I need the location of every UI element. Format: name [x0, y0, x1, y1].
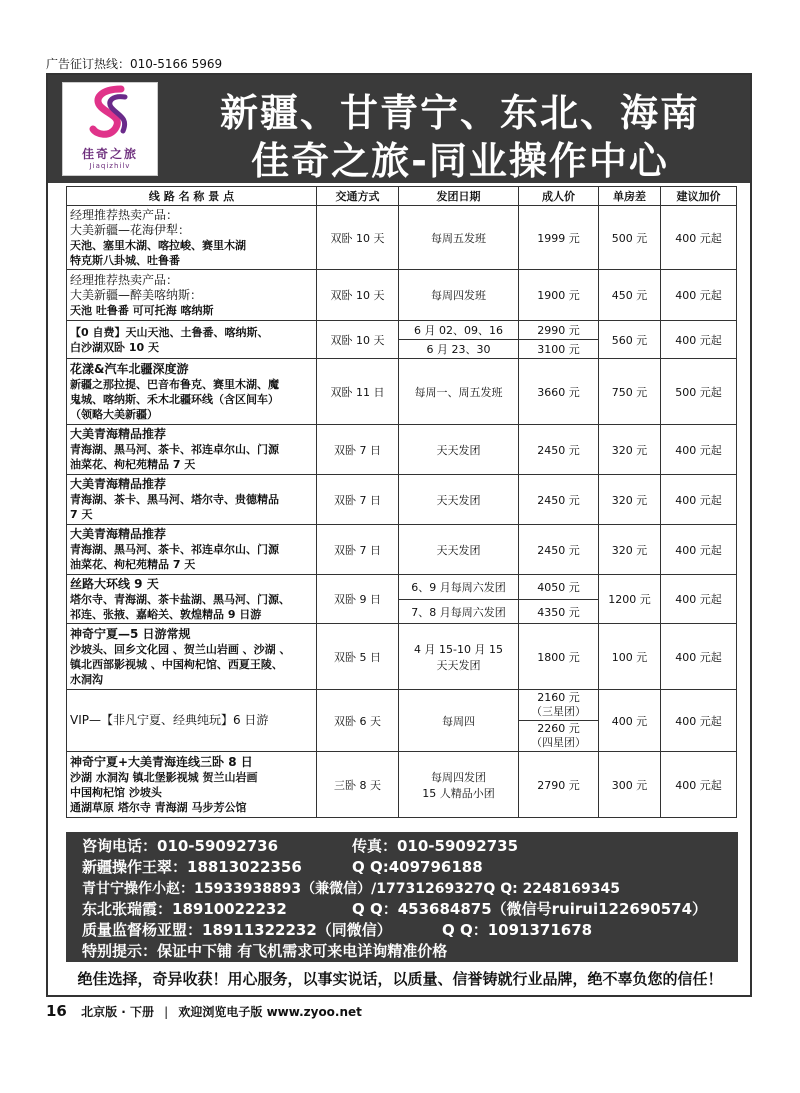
header-title-regions: 新疆、甘青宁、东北、海南 — [219, 91, 700, 135]
col-route: 线 路 名 称 景 点 — [67, 187, 317, 206]
brand-logo — [62, 82, 158, 176]
gansu-contact: 青甘宁操作小赵：15933938893（兼微信）/17731269327Q Q: 2248169345 — [82, 881, 620, 897]
route-cell — [67, 575, 317, 624]
route-line: 祁连、张掖、嘉峪关、敦煌精品 9 日游 — [70, 607, 262, 621]
route-line: 油菜花、枸杞苑精品 7 天 — [70, 458, 196, 471]
route-line: 大美青海精品推荐 — [70, 527, 167, 541]
table-header-row — [67, 187, 737, 206]
route-line: 青海湖、黑马河、茶卡、祁连卓尔山、门源 — [70, 443, 279, 456]
markup-cell: 400 元起 — [661, 690, 737, 752]
markup-cell: 400 元起 — [661, 270, 737, 321]
website-text: 欢迎浏览电子版 www.zyoo.net — [178, 1005, 362, 1019]
date-cell: 7、8 月每周六发团 — [399, 600, 519, 624]
route-line: 镇北西部影视城 、中国枸杞馆、西夏王陵、 — [70, 657, 283, 671]
table-row — [67, 270, 737, 321]
route-line: 【0 自费】天山天池、土鲁番、喀纳斯、 — [70, 325, 269, 339]
price-cell: 2790 元 — [519, 752, 599, 818]
route-line: 白沙湖双卧 10 天 — [70, 340, 159, 354]
date-cell: 4 月 15-10 月 15 天天发团 — [399, 624, 519, 690]
dongbei-qq: Q Q：453684875（微信号ruirui122690574） — [352, 900, 708, 918]
date-cell: 6、9 月每周六发团 — [399, 575, 519, 600]
phone-number: 咨询电话：010-59092736 — [82, 837, 279, 855]
transport-cell: 三卧 8 天 — [317, 752, 399, 818]
date-cell: 每周四发班 — [399, 270, 519, 321]
transport-cell: 双卧 10 天 — [317, 321, 399, 359]
single-cell: 1200 元 — [599, 575, 661, 624]
transport-cell: 双卧 5 日 — [317, 624, 399, 690]
price-cell: 3100 元 — [519, 340, 599, 359]
contact-row — [82, 836, 722, 857]
xinjiang-contact: 新疆操作王翠：18813022356 — [82, 858, 302, 876]
quality-contact: 质量监督杨亚盟：18911322232（同微信） — [82, 921, 392, 939]
table-row — [67, 525, 737, 575]
fax-number: 传真：010-59092735 — [352, 837, 519, 855]
col-single: 单房差 — [599, 187, 661, 206]
price-cell: 4050 元 — [519, 575, 599, 600]
route-line: 青海湖、茶卡、黑马河、塔尔寺、贵德精品 — [70, 493, 279, 506]
edition-label: 北京版 · 下册 — [81, 1005, 154, 1019]
logo-text: 佳奇之旅 — [81, 147, 138, 161]
route-cell — [67, 624, 317, 690]
table-row — [67, 475, 737, 525]
quality-qq: Q Q：1091371678 — [442, 921, 593, 939]
date-cell: 每周五发班 — [399, 206, 519, 270]
price-cell: 1999 元 — [519, 206, 599, 270]
single-cell: 750 元 — [599, 359, 661, 425]
price-cell: 2160 元 （三星团） — [519, 690, 599, 721]
markup-cell: 400 元起 — [661, 475, 737, 525]
markup-cell: 400 元起 — [661, 321, 737, 359]
markup-cell: 400 元起 — [661, 425, 737, 475]
markup-cell: 500 元起 — [661, 359, 737, 425]
route-cell — [67, 270, 317, 321]
price-cell: 2990 元 — [519, 321, 599, 340]
route-line: 青海湖、黑马河、茶卡、祁连卓尔山、门源 — [70, 543, 279, 556]
date-cell: 每周一、周五发班 — [399, 359, 519, 425]
route-line: 天池、塞里木湖、喀拉峻、赛里木湖 — [70, 238, 246, 252]
date-cell: 每周四 — [399, 690, 519, 752]
slogan: 绝佳选择，奇异收获！用心服务，以事实说话，以质量、信誉铸就行业品牌，绝不辜负您的信任！ — [77, 970, 723, 988]
route-cell — [67, 321, 317, 359]
markup-cell: 400 元起 — [661, 624, 737, 690]
logo-subtext: Jiaqizhilv — [89, 162, 131, 170]
route-line: 大美新疆—花海伊犁： — [70, 222, 191, 237]
xinjiang-qq: Q Q:409796188 — [352, 858, 483, 876]
date-cell: 6 月 23、30 — [399, 340, 519, 359]
single-cell: 320 元 — [599, 525, 661, 575]
route-line: （领略大美新疆） — [70, 407, 158, 421]
single-cell: 320 元 — [599, 475, 661, 525]
route-line: 油菜花、枸杞苑精品 7 天 — [70, 558, 196, 571]
route-line: 天池 吐鲁番 可可托海 喀纳斯 — [70, 303, 214, 317]
route-line: 大美新疆—醉美喀纳斯： — [70, 287, 203, 302]
col-price: 成人价 — [519, 187, 599, 206]
date-cell: 每周四发团 15 人精品小团 — [399, 752, 519, 818]
transport-cell: 双卧 6 天 — [317, 690, 399, 752]
route-line: VIP—【非凡宁夏、经典纯玩】6 日游 — [70, 713, 269, 727]
route-cell — [67, 425, 317, 475]
logo-swirl-icon — [63, 83, 157, 143]
contact-box — [66, 832, 738, 962]
price-cell: 4350 元 — [519, 600, 599, 624]
single-cell: 100 元 — [599, 624, 661, 690]
date-cell: 天天发团 — [399, 425, 519, 475]
transport-cell: 双卧 7 日 — [317, 425, 399, 475]
transport-cell: 双卧 10 天 — [317, 270, 399, 321]
col-transport: 交通方式 — [317, 187, 399, 206]
contact-row — [82, 941, 722, 962]
col-markup: 建议加价 — [661, 187, 737, 206]
single-cell: 320 元 — [599, 425, 661, 475]
price-cell: 1800 元 — [519, 624, 599, 690]
table-row — [67, 321, 737, 340]
table-row — [67, 206, 737, 270]
price-cell: 2450 元 — [519, 425, 599, 475]
single-cell: 400 元 — [599, 690, 661, 752]
route-cell — [67, 525, 317, 575]
transport-cell: 双卧 11 日 — [317, 359, 399, 425]
route-line: 特克斯八卦城、吐鲁番 — [70, 253, 180, 267]
route-line: 神奇宁夏+大美青海连线三卧 8 日 — [70, 754, 253, 769]
markup-cell: 400 元起 — [661, 575, 737, 624]
price-cell: 2260 元 （四星团） — [519, 721, 599, 752]
single-cell: 300 元 — [599, 752, 661, 818]
page-number: 16 — [46, 1002, 67, 1020]
price-cell: 1900 元 — [519, 270, 599, 321]
single-cell: 500 元 — [599, 206, 661, 270]
route-line: 经理推荐热卖产品： — [70, 207, 179, 222]
table-row — [67, 425, 737, 475]
table-row — [67, 359, 737, 425]
route-cell — [67, 206, 317, 270]
route-line: 中国枸杞馆 沙坡头 — [70, 785, 162, 799]
footer-divider: | — [164, 1005, 169, 1019]
route-line: 大美青海精品推荐 — [70, 477, 167, 491]
route-line: 新疆之那拉提、巴音布鲁克、赛里木湖、魔 — [70, 377, 279, 391]
route-line: 水洞沟 — [70, 672, 103, 686]
ad-hotline: 广告征订热线：010-5166 5969 — [46, 57, 223, 71]
route-line: 塔尔寺、青海湖、茶卡盐湖、黑马河、门源、 — [70, 592, 290, 606]
markup-cell: 400 元起 — [661, 206, 737, 270]
route-line: 花漾&汽车北疆深度游 — [70, 361, 189, 376]
route-line: 沙坡头、回乡文化园 、贺兰山岩画 、沙湖 、 — [70, 642, 291, 656]
transport-cell: 双卧 7 日 — [317, 475, 399, 525]
route-cell — [67, 752, 317, 818]
page-footer — [46, 1002, 362, 1020]
contact-row — [82, 899, 722, 920]
date-cell: 天天发团 — [399, 525, 519, 575]
route-cell — [67, 475, 317, 525]
markup-cell: 400 元起 — [661, 752, 737, 818]
contact-row — [82, 920, 722, 941]
route-line: 沙湖 水洞沟 镇北堡影视城 贺兰山岩画 — [70, 770, 258, 784]
date-cell: 天天发团 — [399, 475, 519, 525]
route-line: 大美青海精品推荐 — [70, 427, 167, 441]
transport-cell: 双卧 10 天 — [317, 206, 399, 270]
header-title-company: 佳奇之旅-同业操作中心 — [251, 139, 669, 183]
date-cell: 6 月 02、09、16 — [399, 321, 519, 340]
single-cell: 450 元 — [599, 270, 661, 321]
route-line: 丝路大环线 9 天 — [70, 576, 159, 591]
price-cell: 2450 元 — [519, 475, 599, 525]
dongbei-contact: 东北张瑞霞：18910022232 — [82, 900, 287, 918]
contact-row — [82, 878, 722, 899]
single-cell: 560 元 — [599, 321, 661, 359]
col-date: 发团日期 — [399, 187, 519, 206]
markup-cell: 400 元起 — [661, 525, 737, 575]
route-cell — [67, 359, 317, 425]
route-line: 7 天 — [70, 508, 93, 521]
route-line: 通湖草原 塔尔寺 青海湖 马步芳公馆 — [70, 800, 247, 814]
price-cell: 2450 元 — [519, 525, 599, 575]
table-row — [67, 752, 737, 818]
price-cell: 3660 元 — [519, 359, 599, 425]
route-line: 神奇宁夏—5 日游常规 — [70, 626, 191, 641]
transport-cell: 双卧 7 日 — [317, 525, 399, 575]
route-line: 鬼城、喀纳斯、禾木北疆环线（含区间车） — [70, 392, 279, 406]
table-row — [67, 575, 737, 600]
special-notice: 特别提示：保证中下铺 有飞机需求可来电详询精准价格 — [82, 942, 448, 960]
contact-row — [82, 857, 722, 878]
routes-table — [66, 186, 737, 818]
table-row — [67, 690, 737, 721]
table-row — [67, 624, 737, 690]
route-line: 经理推荐热卖产品： — [70, 272, 179, 287]
transport-cell: 双卧 9 日 — [317, 575, 399, 624]
route-cell — [67, 690, 317, 752]
